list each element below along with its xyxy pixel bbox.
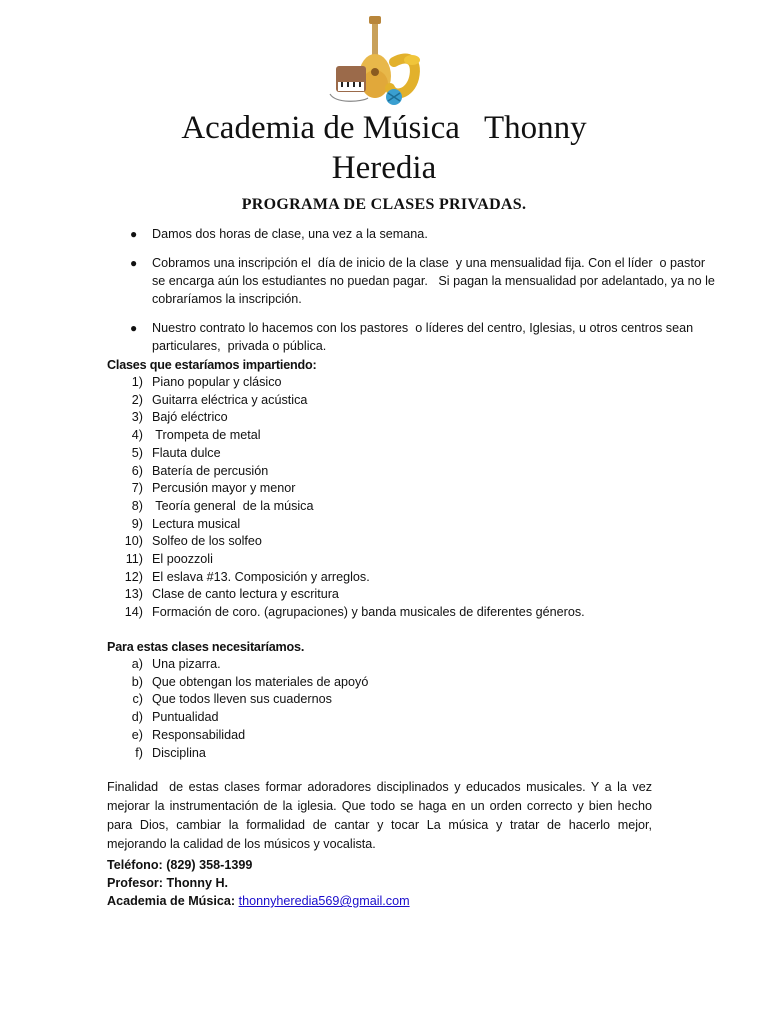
list-item-text: Clase de canto lectura y escritura xyxy=(152,587,339,602)
list-item-text: Solfeo de los solfeo xyxy=(152,534,262,549)
list-item-number: 4) xyxy=(131,428,143,443)
bullet-item xyxy=(128,319,718,355)
page-title xyxy=(0,108,768,188)
list-item-text: Que todos lleven sus cuadernos xyxy=(152,692,332,707)
classes-heading: Clases que estaríamos impartiendo: xyxy=(107,358,317,372)
list-item xyxy=(107,516,707,534)
list-item xyxy=(107,656,707,674)
email-link[interactable]: thonnyheredia569@gmail.com xyxy=(238,894,410,908)
list-item-number: 9) xyxy=(131,516,143,531)
list-item-number: b) xyxy=(131,674,143,689)
list-item-number: 5) xyxy=(131,445,143,460)
bullet-icon: ● xyxy=(130,256,138,270)
bullet-icon: ● xyxy=(130,227,138,241)
academy-line xyxy=(107,892,410,910)
bullet-text: Cobramos una inscripción el día de inicio de la clase y una mensualidad fija. Con el líder o pastor se encarga aún los estudiantes no puedan pagar. Si pagan la mensualidad por adelantado, ya no le cobraríamos la inscripción. xyxy=(152,256,719,306)
list-item xyxy=(107,709,707,727)
list-item xyxy=(107,480,707,498)
list-item xyxy=(107,745,707,763)
phone-line: Teléfono: (829) 358-1399 xyxy=(107,858,253,872)
list-item xyxy=(107,727,707,745)
list-item-text: Percusión mayor y menor xyxy=(152,481,296,496)
list-item-number: 14) xyxy=(124,605,143,620)
list-item-text: Formación de coro. (agrupaciones) y banda musicales de diferentes géneros. xyxy=(152,605,585,620)
list-item-number: d) xyxy=(131,710,143,725)
list-item xyxy=(107,409,707,427)
list-item-text: Teoría general de la música xyxy=(152,498,314,513)
list-item xyxy=(107,445,707,463)
list-item-text: Flauta dulce xyxy=(152,445,221,460)
list-item-number: 13) xyxy=(124,587,143,602)
contact-block xyxy=(107,856,410,910)
list-item xyxy=(107,586,707,604)
list-item-number: 6) xyxy=(131,463,143,478)
list-item-text: El poozzoli xyxy=(152,552,213,567)
list-item xyxy=(107,392,707,410)
list-item-text: Bajó eléctrico xyxy=(152,410,228,425)
list-item-number: a) xyxy=(131,657,143,671)
bullet-text: Damos dos horas de clase, una vez a la semana. xyxy=(152,227,428,241)
list-item-text: Que obtengan los materiales de apoyó xyxy=(152,674,369,689)
bullet-icon: ● xyxy=(130,321,138,335)
needs-list xyxy=(107,656,707,762)
bullet-item xyxy=(128,254,718,308)
academy-label: Academia de Música: xyxy=(107,894,239,908)
list-item-text: Puntualidad xyxy=(152,710,219,725)
list-item-text: Una pizarra. xyxy=(152,657,221,671)
list-item-number: 2) xyxy=(131,392,143,407)
list-item xyxy=(107,463,707,481)
list-item-text: Responsabilidad xyxy=(152,727,246,742)
list-item-number: 12) xyxy=(124,569,143,584)
title-line-2: Heredia xyxy=(331,150,437,186)
list-item-number: 3) xyxy=(131,410,143,425)
list-item-number: e) xyxy=(131,727,143,742)
list-item xyxy=(107,427,707,445)
list-item-text: El eslava #13. Composición y arreglos. xyxy=(152,569,370,584)
list-item xyxy=(107,674,707,692)
needs-heading: Para estas clases necesitaríamos. xyxy=(107,640,305,654)
title-line-1: Academia de Música Thonny xyxy=(181,110,587,146)
list-item xyxy=(107,533,707,551)
list-item-number: 1) xyxy=(131,375,143,389)
list-item-number: 10) xyxy=(124,534,143,549)
list-item-text: Piano popular y clásico xyxy=(152,375,282,389)
classes-list xyxy=(107,374,707,622)
purpose-paragraph: Finalidad de estas clases formar adoradores disciplinados y educados musicales. Y a la vez mejorar la instrumentación de la iglesia. Que todo se haga en un orden correcto y bien hecho para Dios, cambiar la formalidad de cantar y tocar La música y tratar de hacerlo mejor, mejorando la calidad de los músicos y vocalista. xyxy=(107,780,656,851)
list-item xyxy=(107,569,707,587)
info-bullet-list xyxy=(128,225,718,366)
list-item-text: Disciplina xyxy=(152,745,206,760)
list-item xyxy=(107,604,707,622)
list-item-number: 8) xyxy=(131,498,143,513)
teacher-line: Profesor: Thonny H. xyxy=(107,876,229,890)
list-item-number: c) xyxy=(132,692,143,707)
list-item xyxy=(107,374,707,392)
bullet-text: Nuestro contrato lo hacemos con los pastores o líderes del centro, Iglesias, u otros centros sean particulares, privada o pública. xyxy=(152,321,697,353)
program-subtitle: PROGRAMA DE CLASES PRIVADAS. xyxy=(241,196,527,213)
bullet-item xyxy=(128,225,718,243)
list-item-number: f) xyxy=(135,745,143,760)
list-item-number: 7) xyxy=(131,481,143,496)
list-item-text: Lectura musical xyxy=(152,516,241,531)
music-instruments-icon xyxy=(322,14,434,110)
list-item-text: Guitarra eléctrica y acústica xyxy=(152,392,308,407)
list-item xyxy=(107,498,707,516)
list-item xyxy=(107,551,707,569)
list-item-text: Trompeta de metal xyxy=(152,428,261,443)
list-item-number: 11) xyxy=(125,552,143,567)
list-item xyxy=(107,691,707,709)
list-item-text: Batería de percusión xyxy=(152,463,269,478)
